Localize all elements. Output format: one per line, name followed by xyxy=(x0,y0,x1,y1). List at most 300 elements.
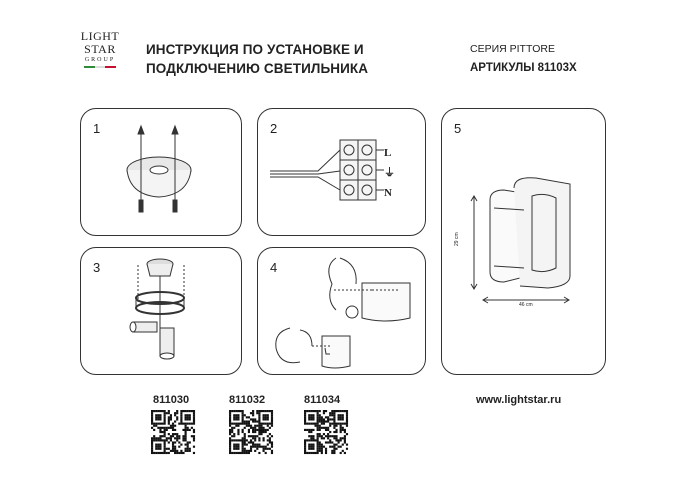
qr-module xyxy=(317,429,319,431)
qr-module xyxy=(333,425,335,427)
qr-module xyxy=(263,439,265,441)
qr-module xyxy=(271,420,273,422)
qr-module xyxy=(308,423,310,425)
qr-module xyxy=(260,429,262,431)
qr-module xyxy=(187,429,189,431)
qr-module xyxy=(310,414,312,416)
dimension-width: 46 cm xyxy=(519,302,533,308)
qr-module xyxy=(329,414,331,416)
qr-module xyxy=(304,416,306,418)
qr-module xyxy=(323,446,325,448)
qr-module xyxy=(242,429,244,431)
qr-module xyxy=(180,423,182,425)
qr-module xyxy=(187,446,189,448)
qr-module xyxy=(258,425,260,427)
qr-module xyxy=(346,410,348,412)
qr-module xyxy=(233,433,235,435)
qr-module xyxy=(317,448,319,450)
qr-module xyxy=(346,418,348,420)
qr-module xyxy=(229,416,231,418)
qr-module xyxy=(170,427,172,429)
qr-module xyxy=(346,425,348,427)
qr-module xyxy=(321,437,323,439)
qr-module xyxy=(319,420,321,422)
qr-module xyxy=(252,420,254,422)
qr-module xyxy=(346,448,348,450)
qr-module xyxy=(168,412,170,414)
qr-module xyxy=(159,437,161,439)
qr-module xyxy=(312,410,314,412)
qr-module xyxy=(166,427,168,429)
qr-module xyxy=(159,452,161,454)
qr-module xyxy=(323,427,325,429)
qr-module xyxy=(317,450,319,452)
qr-module xyxy=(335,423,337,425)
qr-module xyxy=(193,420,195,422)
qr-module xyxy=(252,412,254,414)
qr-module xyxy=(164,414,166,416)
terminal-label-neutral: N xyxy=(384,187,392,199)
qr-module xyxy=(329,431,331,433)
qr-module xyxy=(340,410,342,412)
qr-module xyxy=(155,416,157,418)
qr-module xyxy=(237,448,239,450)
qr-module xyxy=(265,423,267,425)
qr-module xyxy=(314,425,316,427)
qr-module xyxy=(327,441,329,443)
qr-module xyxy=(256,429,258,431)
qr-module xyxy=(244,452,246,454)
qr-module xyxy=(157,418,159,420)
qr-module xyxy=(244,420,246,422)
qr-module xyxy=(157,416,159,418)
qr-module xyxy=(258,418,260,420)
qr-module xyxy=(252,429,254,431)
qr-module xyxy=(325,435,327,437)
qr-module xyxy=(159,431,161,433)
qr-module xyxy=(269,410,271,412)
qr-module xyxy=(193,410,195,412)
qr-module xyxy=(269,448,271,450)
qr-module xyxy=(248,450,250,452)
qr-module xyxy=(325,410,327,412)
qr-module xyxy=(164,416,166,418)
qr-module xyxy=(342,427,344,429)
qr-module xyxy=(193,431,195,433)
qr-module xyxy=(325,452,327,454)
qr-module xyxy=(164,439,166,441)
qr-module xyxy=(331,418,333,420)
qr-module xyxy=(321,418,323,420)
qr-module xyxy=(172,423,174,425)
qr-module xyxy=(161,435,163,437)
qr-module xyxy=(267,414,269,416)
qr-module xyxy=(312,416,314,418)
qr-module xyxy=(153,410,155,412)
qr-module xyxy=(329,441,331,443)
qr-module xyxy=(256,425,258,427)
terminal-label-ground: ⏚ xyxy=(384,167,395,179)
qr-module xyxy=(304,450,306,452)
qr-module xyxy=(267,410,269,412)
qr-module xyxy=(317,439,319,441)
qr-module xyxy=(250,427,252,429)
qr-module xyxy=(325,450,327,452)
step-number: 3 xyxy=(93,260,101,275)
qr-module xyxy=(346,414,348,416)
qr-module xyxy=(267,418,269,420)
qr-module xyxy=(331,423,333,425)
qr-module xyxy=(329,446,331,448)
qr-module xyxy=(340,452,342,454)
qr-module xyxy=(182,452,184,454)
qr-module xyxy=(229,418,231,420)
qr-module xyxy=(233,435,235,437)
qr-module xyxy=(254,437,256,439)
qr-module xyxy=(250,441,252,443)
qr-module xyxy=(235,416,237,418)
qr-module xyxy=(189,429,191,431)
qr-module xyxy=(340,425,342,427)
qr-module xyxy=(308,452,310,454)
qr-module xyxy=(244,433,246,435)
qr-module xyxy=(235,439,237,441)
qr-module xyxy=(164,441,166,443)
qr-module xyxy=(271,416,273,418)
qr-code-1 xyxy=(151,410,195,454)
qr-module xyxy=(314,452,316,454)
qr-module xyxy=(193,446,195,448)
qr-module xyxy=(237,429,239,431)
qr-module xyxy=(193,416,195,418)
qr-module xyxy=(308,446,310,448)
qr-module xyxy=(308,448,310,450)
qr-module xyxy=(329,439,331,441)
qr-module xyxy=(342,450,344,452)
qr-module xyxy=(304,446,306,448)
qr-module xyxy=(231,452,233,454)
qr-module xyxy=(308,410,310,412)
qr-module xyxy=(159,446,161,448)
qr-module xyxy=(248,452,250,454)
qr-module xyxy=(310,410,312,412)
qr-module xyxy=(267,435,269,437)
qr-module xyxy=(256,446,258,448)
qr-module xyxy=(265,416,267,418)
qr-module xyxy=(335,410,337,412)
qr-module xyxy=(168,416,170,418)
qr-module xyxy=(164,435,166,437)
step-number: 5 xyxy=(454,121,462,136)
qr-module xyxy=(306,439,308,441)
qr-module xyxy=(342,418,344,420)
qr-module xyxy=(321,446,323,448)
qr-module xyxy=(312,423,314,425)
qr-module xyxy=(233,446,235,448)
qr-module xyxy=(193,452,195,454)
qr-module xyxy=(325,448,327,450)
qr-module xyxy=(338,423,340,425)
qr-module xyxy=(260,433,262,435)
qr-module xyxy=(256,420,258,422)
qr-module xyxy=(344,439,346,441)
logo-line-2: STAR xyxy=(84,42,116,56)
qr-module xyxy=(153,423,155,425)
qr-module xyxy=(242,418,244,420)
qr-module xyxy=(323,423,325,425)
qr-module xyxy=(340,437,342,439)
qr-module xyxy=(312,452,314,454)
qr-module xyxy=(304,448,306,450)
qr-module xyxy=(310,429,312,431)
qr-module xyxy=(250,418,252,420)
qr-module xyxy=(242,420,244,422)
qr-module xyxy=(242,452,244,454)
qr-module xyxy=(174,448,176,450)
qr-module xyxy=(187,441,189,443)
qr-module xyxy=(344,441,346,443)
qr-module xyxy=(265,452,267,454)
qr-module xyxy=(185,444,187,446)
qr-module xyxy=(317,427,319,429)
qr-module xyxy=(256,412,258,414)
qr-module xyxy=(258,416,260,418)
qr-module xyxy=(229,446,231,448)
qr-module xyxy=(166,439,168,441)
qr-module xyxy=(187,427,189,429)
qr-module xyxy=(244,437,246,439)
qr-module xyxy=(229,420,231,422)
qr-module xyxy=(246,425,248,427)
qr-module xyxy=(229,429,231,431)
qr-module xyxy=(157,437,159,439)
qr-module xyxy=(252,414,254,416)
qr-module xyxy=(333,431,335,433)
qr-module xyxy=(312,437,314,439)
step-number: 1 xyxy=(93,121,101,136)
qr-module xyxy=(256,444,258,446)
qr-module xyxy=(325,416,327,418)
qr-module xyxy=(248,441,250,443)
qr-module xyxy=(338,416,340,418)
qr-module xyxy=(267,448,269,450)
qr-module xyxy=(155,444,157,446)
qr-module xyxy=(231,439,233,441)
qr-module xyxy=(340,439,342,441)
qr-module xyxy=(271,418,273,420)
qr-module xyxy=(271,452,273,454)
qr-module xyxy=(155,423,157,425)
qr-module xyxy=(237,439,239,441)
qr-module xyxy=(256,435,258,437)
qr-module xyxy=(242,423,244,425)
qr-module xyxy=(310,444,312,446)
qr-module xyxy=(331,450,333,452)
qr-module xyxy=(189,418,191,420)
qr-module xyxy=(191,435,193,437)
qr-module xyxy=(155,437,157,439)
qr-module xyxy=(271,441,273,443)
qr-module xyxy=(265,429,267,431)
qr-module xyxy=(252,410,254,412)
qr-module xyxy=(168,423,170,425)
qr-module xyxy=(151,414,153,416)
qr-module xyxy=(242,431,244,433)
qr-module xyxy=(252,444,254,446)
qr-module xyxy=(237,433,239,435)
qr-module xyxy=(151,412,153,414)
qr-module xyxy=(265,410,267,412)
qr-module xyxy=(260,431,262,433)
qr-module xyxy=(260,425,262,427)
qr-module xyxy=(180,416,182,418)
qr-module xyxy=(176,416,178,418)
qr-module xyxy=(327,420,329,422)
qr-module xyxy=(151,441,153,443)
qr-module xyxy=(185,416,187,418)
qr-module xyxy=(304,439,306,441)
qr-module xyxy=(164,433,166,435)
qr-module xyxy=(235,448,237,450)
qr-module xyxy=(258,433,260,435)
qr-module xyxy=(229,437,231,439)
qr-module xyxy=(310,416,312,418)
qr-module xyxy=(321,452,323,454)
qr-module xyxy=(271,425,273,427)
qr-module xyxy=(185,448,187,450)
qr-module xyxy=(333,418,335,420)
qr-module xyxy=(242,444,244,446)
qr-module xyxy=(335,425,337,427)
qr-module xyxy=(333,435,335,437)
qr-module xyxy=(321,423,323,425)
qr-module xyxy=(246,416,248,418)
qr-module xyxy=(319,429,321,431)
qr-module xyxy=(319,414,321,416)
qr-module xyxy=(258,410,260,412)
qr-module xyxy=(265,448,267,450)
qr-module xyxy=(174,414,176,416)
qr-module xyxy=(250,448,252,450)
qr-module xyxy=(159,416,161,418)
article-numbers: АРТИКУЛЫ 81103X xyxy=(470,62,577,74)
qr-module xyxy=(331,435,333,437)
qr-module xyxy=(235,410,237,412)
qr-module xyxy=(242,448,244,450)
qr-module xyxy=(176,435,178,437)
article-code-1: 811030 xyxy=(153,394,190,406)
qr-module xyxy=(172,427,174,429)
qr-module xyxy=(233,452,235,454)
qr-module xyxy=(333,437,335,439)
qr-module xyxy=(271,410,273,412)
qr-module xyxy=(335,435,337,437)
qr-module xyxy=(235,425,237,427)
qr-module xyxy=(187,448,189,450)
qr-module xyxy=(185,439,187,441)
qr-module xyxy=(151,418,153,420)
qr-module xyxy=(164,450,166,452)
qr-module xyxy=(258,439,260,441)
qr-module xyxy=(157,448,159,450)
qr-module xyxy=(180,420,182,422)
qr-module xyxy=(258,427,260,429)
qr-module xyxy=(319,446,321,448)
qr-module xyxy=(180,444,182,446)
qr-module xyxy=(325,441,327,443)
qr-module xyxy=(180,450,182,452)
qr-module xyxy=(254,431,256,433)
qr-module xyxy=(267,416,269,418)
qr-module xyxy=(164,423,166,425)
qr-module xyxy=(164,431,166,433)
qr-module xyxy=(185,437,187,439)
qr-module xyxy=(344,437,346,439)
qr-module xyxy=(271,446,273,448)
terminal-label-live: L xyxy=(384,147,392,159)
qr-module xyxy=(151,437,153,439)
qr-module xyxy=(327,435,329,437)
qr-module xyxy=(304,410,306,412)
qr-module xyxy=(258,423,260,425)
qr-module xyxy=(304,414,306,416)
qr-module xyxy=(319,441,321,443)
logo-line-3: GROUP xyxy=(84,57,116,63)
qr-module xyxy=(312,414,314,416)
qr-module xyxy=(254,429,256,431)
qr-module xyxy=(174,441,176,443)
qr-module xyxy=(153,429,155,431)
qr-module xyxy=(185,429,187,431)
qr-module xyxy=(185,410,187,412)
qr-module xyxy=(155,446,157,448)
qr-module xyxy=(231,423,233,425)
qr-module xyxy=(340,414,342,416)
qr-module xyxy=(164,412,166,414)
qr-module xyxy=(185,431,187,433)
qr-module xyxy=(327,427,329,429)
qr-module xyxy=(265,414,267,416)
qr-module xyxy=(174,452,176,454)
qr-module xyxy=(333,414,335,416)
qr-module xyxy=(256,448,258,450)
qr-module xyxy=(244,439,246,441)
qr-module xyxy=(312,429,314,431)
qr-module xyxy=(157,439,159,441)
qr-module xyxy=(263,414,265,416)
qr-module xyxy=(170,416,172,418)
qr-module xyxy=(319,425,321,427)
qr-module xyxy=(174,446,176,448)
qr-module xyxy=(178,452,180,454)
qr-module xyxy=(304,441,306,443)
qr-module xyxy=(319,418,321,420)
website-link[interactable]: www.lightstar.ru xyxy=(476,394,562,406)
qr-module xyxy=(308,416,310,418)
qr-module xyxy=(231,410,233,412)
qr-module xyxy=(161,410,163,412)
qr-module xyxy=(254,444,256,446)
qr-module xyxy=(317,420,319,422)
qr-module xyxy=(157,423,159,425)
qr-module xyxy=(242,450,244,452)
qr-module xyxy=(331,414,333,416)
qr-module xyxy=(172,441,174,443)
qr-module xyxy=(187,444,189,446)
qr-module xyxy=(342,416,344,418)
qr-module xyxy=(252,446,254,448)
qr-module xyxy=(189,416,191,418)
